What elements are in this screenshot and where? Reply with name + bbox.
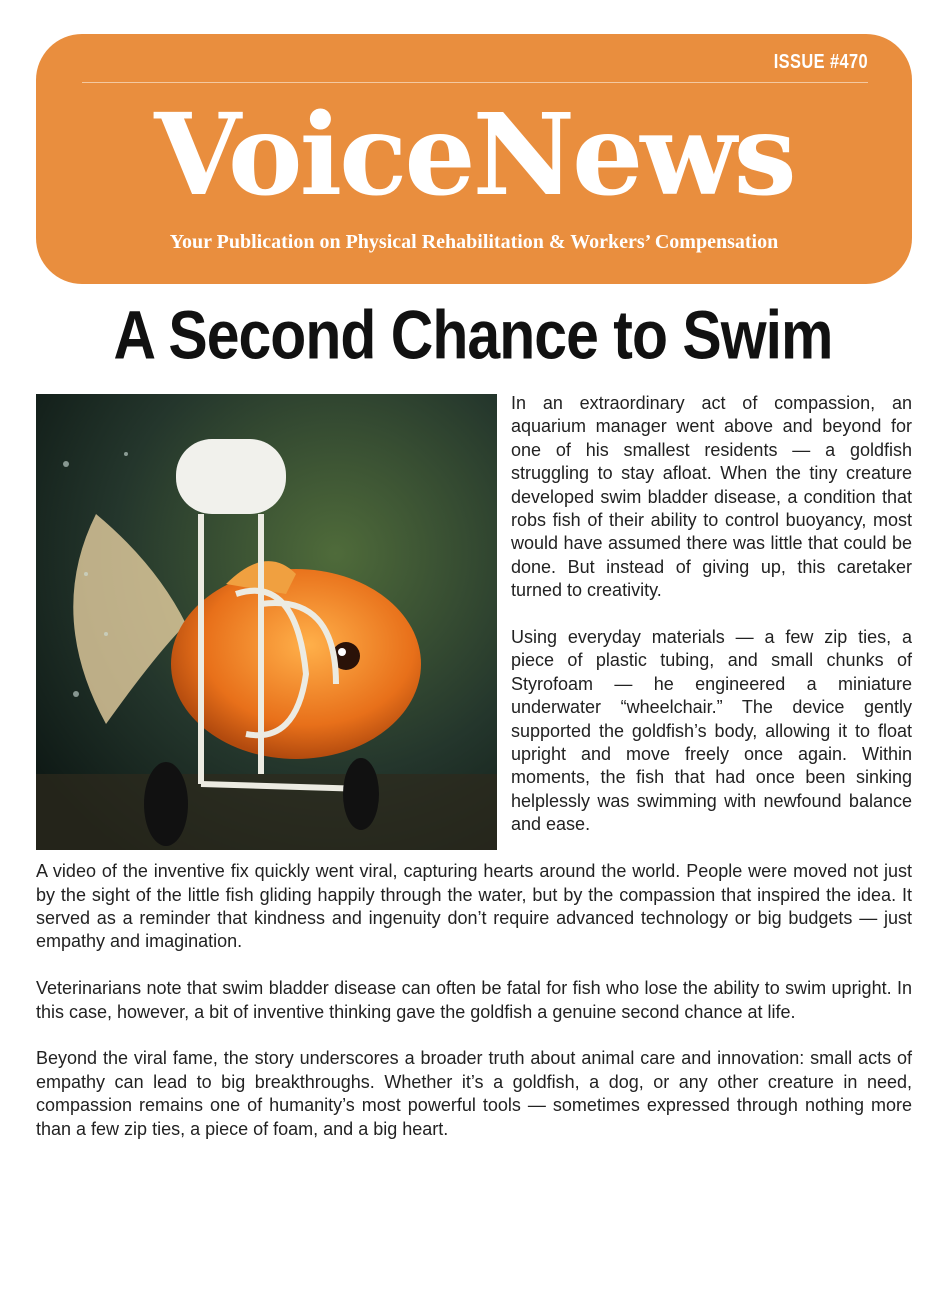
article-headline: A Second Chance to Swim [113,298,833,374]
article-paragraph: Beyond the viral fame, the story underscores a broader truth about animal care and innovation: small acts of empathy can lead to big breakthroughs. Whether it’s a goldfish, a dog, or any other creature in need, compassion remains one of humanity’s most powerful tools — sometimes expressed through nothing more than a few zip ties, a piece of foam, and a big heart. [36,1048,912,1139]
article-paragraph: In an extraordinary act of compassion, an aquarium manager went above and beyond for one of his smallest residents — a goldfish struggling to stay afloat. When the tiny creature developed swim bladder disease, a condition that robs fish of their ability to control buoyancy, most would have assumed there was little that could be done. But instead of giving up, this caretaker turned to creativity. [511,393,912,601]
issue-number: ISSUE #470 [773,51,868,73]
article-paragraph: Using everyday materials — a few zip ties, a piece of plastic tubing, and small chunks of Styrofoam — he engineered a miniature underwater “wheelchair.” The device gently supported the goldfish’s body, allowing it to float upright and move freely once again. Within moments, the fish that had once been sinking helplessly was swimming with newfound balance and ease. [511,627,912,835]
masthead-divider [82,82,868,83]
brand-logo: VoiceNews [154,90,794,221]
masthead [36,34,912,284]
article-body [36,392,912,1164]
article-paragraph: Veterinarians note that swim bladder disease can often be fatal for fish who lose the ability to swim upright. In this case, however, a bit of inventive thinking gave the goldfish a genuine second chance at life. [36,978,912,1022]
goldfish-wheelchair-photo [36,394,497,850]
article-paragraph: A video of the inventive fix quickly went viral, capturing hearts around the world. People were moved not just by the sight of the little fish gliding happily through the water, but by the compassion that inspired the idea. It served as a reminder that kindness and ingenuity don’t require advanced technology or big budgets — just empathy and imagination. [36,861,912,952]
tagline: Your Publication on Physical Rehabilitation & Workers’ Compensation [169,231,779,253]
